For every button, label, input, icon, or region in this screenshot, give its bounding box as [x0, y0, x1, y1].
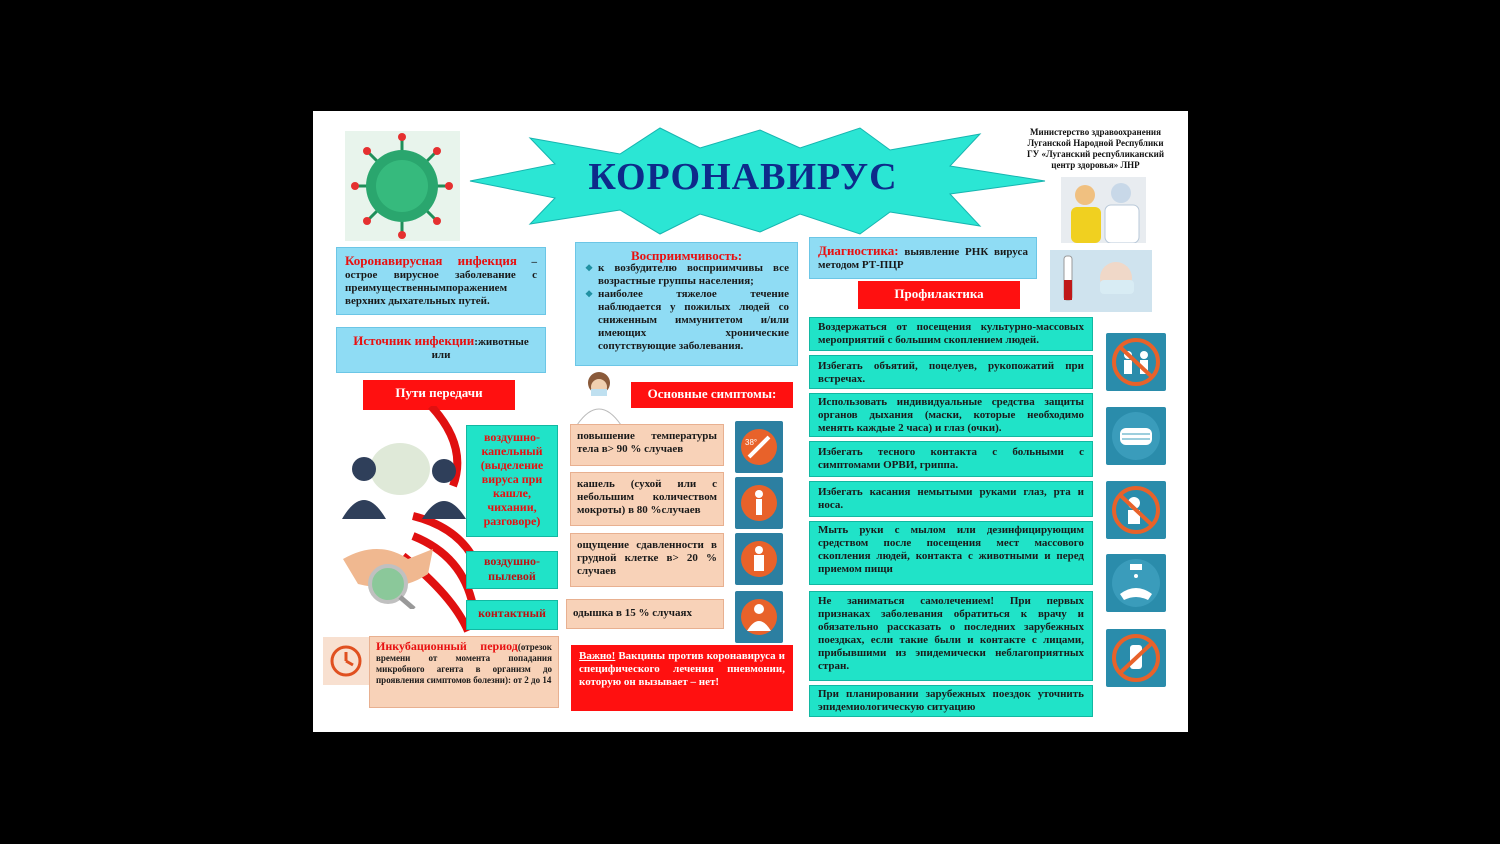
route-airborne-droplet: воздушно-капельный (выделение вируса при кашле, чихании, разговоре)	[466, 425, 558, 537]
symptom-item: повышение температуры тела в> 90 % случаев	[570, 424, 724, 466]
diagnostics-box	[809, 237, 1037, 279]
prevention-item: При планировании зарубежных поездок уточнить эпидемиологическую ситуацию	[809, 685, 1093, 717]
incubation-box	[369, 636, 559, 708]
lab-photo	[1050, 250, 1152, 312]
prevention-item: Мыть руки с мылом или дезинфицирующим средством после посещения мест массового скопления людей, контакта с животными и перед приемом пищи	[809, 521, 1093, 585]
incubation-text: (отрезок времени от момента попадания микробного агента в организм до проявления симптомов болезни): от 2 до 14	[376, 642, 552, 685]
virus-icon	[345, 131, 460, 241]
prevention-item: Не заниматься самолечением! При первых признаках заболевания обратиться к врачу и обязательно рассказать о последних зарубежных поездках, если такие были и контакте с лицами, прибывшими из эпидемически неблагоприятных стран.	[809, 591, 1093, 681]
ministry-header: Министерство здравоохранения Луганской Народной Республики ГУ «Луганский республиканский центр здоровья» ЛНР	[1026, 127, 1165, 170]
symptom-item: кашель (сухой или с небольшим количеством мокроты) в 80 %случаев	[570, 472, 724, 526]
route-airborne-dust: воздушно-пылевой	[466, 551, 558, 589]
prevention-item: Воздержаться от посещения культурно-массовых мероприятий с большим скоплением людей.	[809, 317, 1093, 351]
shortness-breath-icon	[735, 591, 783, 643]
chest-pain-icon	[735, 533, 783, 585]
important-text: Вакцины против коронавируса и специфического лечения пневмонии, которую он вызывает – нет!	[579, 650, 785, 688]
prevention-item: Использовать индивидуальные средства защиты органов дыхания (маски, которые необходимо менять каждые 2 часа) и глаз (очки).	[809, 393, 1093, 437]
susceptibility-box	[575, 242, 798, 366]
symptom-item: одышка в 15 % случаях	[566, 599, 724, 629]
virus-image	[345, 131, 460, 241]
prevention-title: Профилактика	[858, 281, 1020, 309]
no-crowd-icon	[1106, 333, 1166, 391]
handshake-illustration	[338, 529, 438, 609]
symptom-item: ощущение сдавленности в грудной клетке в> 20 % случаев	[570, 533, 724, 587]
important-box	[571, 645, 793, 711]
thermometer-icon	[735, 421, 783, 473]
susceptibility-title: Восприимчивость:	[630, 248, 743, 263]
nurse-image	[569, 369, 629, 425]
susceptibility-item: ❖ наиболее тяжелое течение наблюдается у пожилых людей со сниженным иммунитетом и/или имеющих хронические сопутствующие заболевания.	[598, 288, 789, 353]
no-self-medication-icon	[1106, 629, 1166, 687]
cough-illustration	[338, 429, 468, 519]
susceptibility-item: ❖ к возбудителю восприимчивы все возрастные группы населения;	[598, 262, 789, 288]
cough-icon	[735, 477, 783, 529]
prevention-item: Избегать касания немытыми руками глаз, рта и носа.	[809, 481, 1093, 517]
clock-icon	[323, 637, 369, 685]
symptoms-title: Основные симптомы:	[631, 382, 793, 408]
source-box	[336, 327, 546, 373]
transmission-title: Пути передачи	[363, 380, 515, 410]
page-title: КОРОНАВИРУС	[588, 156, 898, 198]
incubation-clock	[323, 637, 369, 685]
diagnostics-label: Диагностика:	[818, 243, 899, 258]
prevention-item: Избегать тесного контакта с больными с симптомами ОРВИ, гриппа.	[809, 441, 1093, 477]
source-text: :животные или	[431, 336, 529, 361]
source-label: Источник инфекции	[353, 333, 475, 348]
no-touch-face-icon	[1106, 481, 1166, 539]
prevention-item: Избегать объятий, поцелуев, рукопожатий при встречах.	[809, 355, 1093, 389]
important-label: Важно!	[579, 650, 616, 662]
mask-icon	[1106, 407, 1166, 465]
svg-text:38°: 38°	[745, 438, 758, 447]
definition-term: Коронавирусная инфекция	[345, 253, 517, 268]
route-contact: контактный	[466, 600, 558, 630]
incubation-label: Инкубационный период	[376, 639, 518, 653]
hand-wash-icon	[1106, 554, 1166, 612]
doctor-photo	[1061, 177, 1146, 243]
definition-box	[336, 247, 546, 315]
diagnostics-text: выявление РНК вируса методом РТ-ПЦР	[818, 246, 1028, 271]
definition-text: – острое вирусное заболевание с преимущественнымпоражением верхних дыхательных путей.	[345, 256, 537, 307]
poster	[313, 111, 1188, 732]
